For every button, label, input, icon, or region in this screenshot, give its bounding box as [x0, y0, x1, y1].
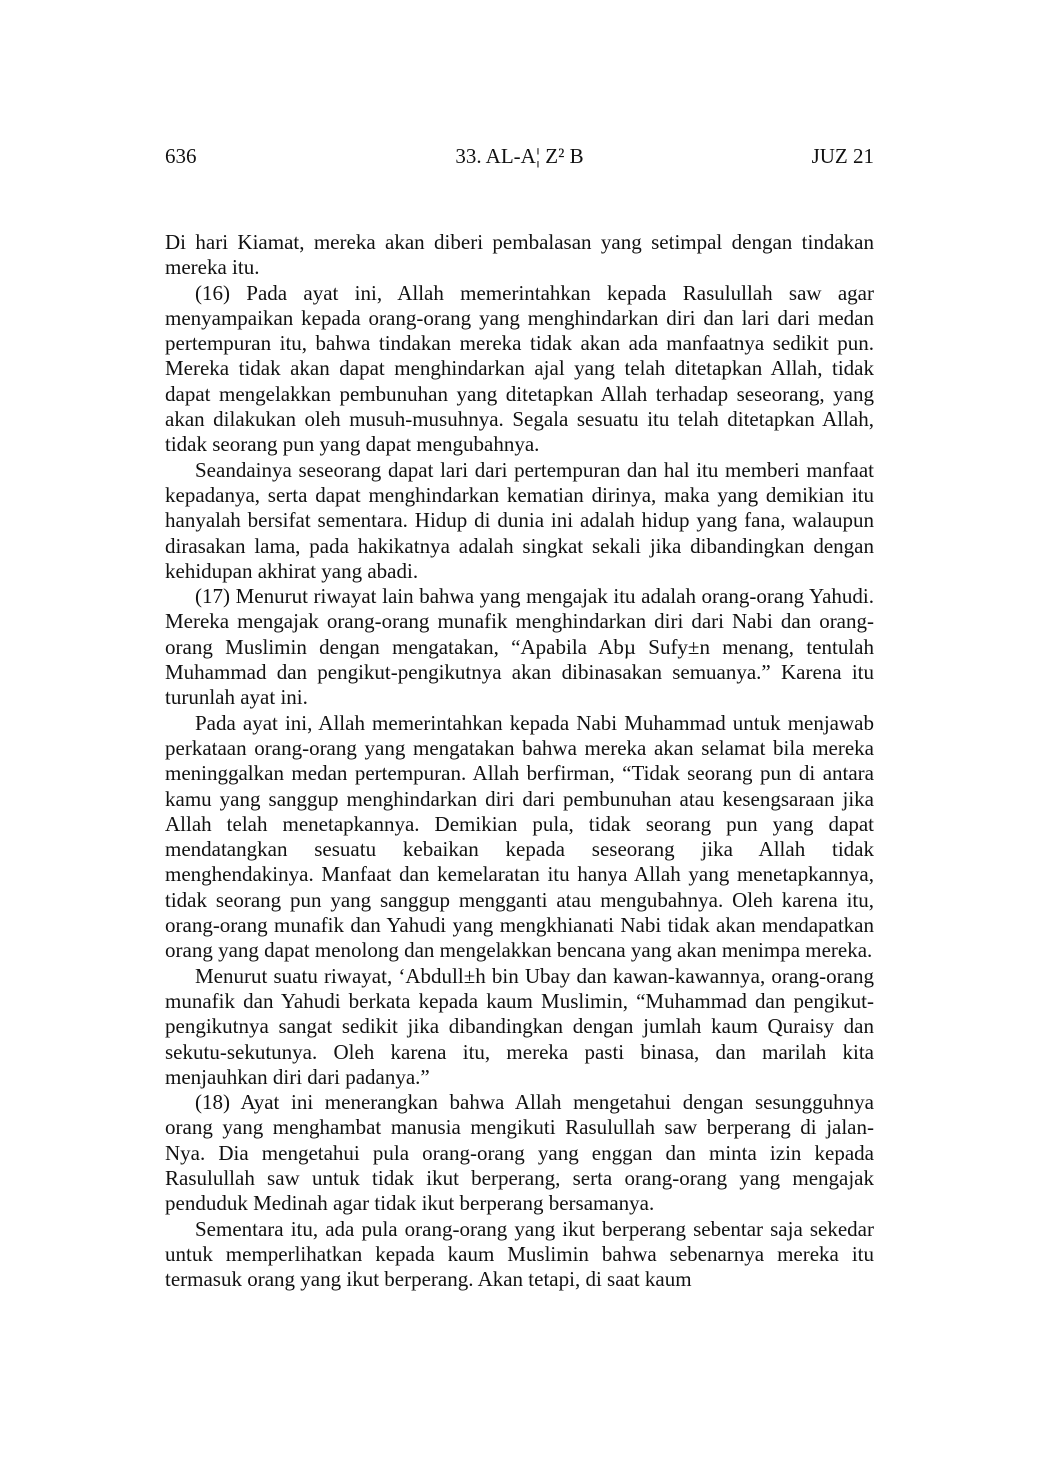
body-text — [165, 230, 874, 1292]
paragraph: Seandainya seseorang dapat lari dari pertempuran dan hal itu memberi manfaat kepadanya, serta dapat menghindarkan kematian dirinya, maka yang demikian itu hanyalah bersifat sementara. Hidup di dunia ini adalah hidup yang fana, walaupun dirasakan lama, pada hakikatnya adalah singkat sekali jika dibandingkan dengan kehidupan akhirat yang abadi. — [165, 457, 874, 583]
paragraph: (16) Pada ayat ini, Allah memerintahkan kepada Rasulullah saw agar menyampaikan kepada orang-orang yang menghindarkan diri dan lari dari medan pertempuran itu, bahwa tindakan mereka tidak akan ada manfaatnya sedikit pun. Mereka tidak akan dapat menghindarkan ajal yang telah ditetapkan Allah, tidak dapat mengelakkan pembunuhan yang ditetapkan Allah terhadap seseorang, yang akan dilakukan oleh musuh-musuhnya. Segala sesuatu itu telah ditetapkan Allah, tidak seorang pun yang dapat mengubahnya. — [165, 280, 874, 457]
paragraph: Pada ayat ini, Allah memerintahkan kepada Nabi Muhammad untuk menjawab perkataan orang-orang yang mengatakan bahwa mereka akan selamat bila mereka meninggalkan medan pertempuran. Allah berfirman, “Tidak seorang pun di antara kamu yang sanggup menghindarkan diri dari pembunuhan atau kesengsaraan jika Allah telah menetapkannya. Demikian pula, tidak seorang pun yang dapat mendatangkan sesuatu kebaikan kepada seseorang jika Allah tidak menghendakinya. Manfaat dan kemelaratan itu hanya Allah yang menetapkannya, tidak seorang pun yang sanggup mengganti atau mengubahnya. Oleh karena itu, orang-orang munafik dan Yahudi yang mengkhianati Nabi tidak akan mendapatkan orang yang dapat menolong dan mengelakkan bencana yang akan menimpa mereka. — [165, 710, 874, 963]
page-number: 636 — [165, 144, 197, 168]
paragraph: Sementara itu, ada pula orang-orang yang ikut berperang sebentar saja sekedar untuk memperlihatkan kepada kaum Muslimin bahwa sebenarnya mereka itu termasuk orang yang ikut berperang. Akan tetapi, di saat kaum — [165, 1216, 874, 1292]
surah-title: 33. AL-A¦ Z² B — [455, 144, 584, 168]
paragraph: (18) Ayat ini menerangkan bahwa Allah mengetahui dengan sesungguhnya orang yang menghambat manusia mengikuti Rasulullah saw berperang di jalan-Nya. Dia mengetahui pula orang-orang yang enggan dan minta izin kepada Rasulullah saw untuk tidak ikut berperang, serta orang-orang yang mengajak penduduk Medinah agar tidak ikut berperang bersamanya. — [165, 1090, 874, 1216]
paragraph: Di hari Kiamat, mereka akan diberi pembalasan yang setimpal dengan tindakan mereka itu. — [165, 230, 874, 280]
juz-label: JUZ 21 — [811, 144, 874, 168]
paragraph: (17) Menurut riwayat lain bahwa yang mengajak itu adalah orang-orang Yahudi. Mereka mengajak orang-orang munafik menghindarkan diri dari Nabi dan orang-orang Muslimin dengan mengatakan, “Apabila Abµ Sufy±n menang, tentulah Muhammad dan pengikut-pengikutnya akan dibinasakan semuanya.” Karena itu turunlah ayat ini. — [165, 584, 874, 710]
page-header — [165, 144, 874, 174]
paragraph: Menurut suatu riwayat, ‘Abdull±h bin Ubay dan kawan-kawannya, orang-orang munafik dan Yahudi berkata kepada kaum Muslimin, “Muhammad dan pengikut-pengikutnya sangat sedikit jika dibandingkan dengan jumlah kaum Quraisy dan sekutu-sekutunya. Oleh karena itu, mereka pasti binasa, dan marilah kita menjauhkan diri dari padanya.” — [165, 963, 874, 1089]
